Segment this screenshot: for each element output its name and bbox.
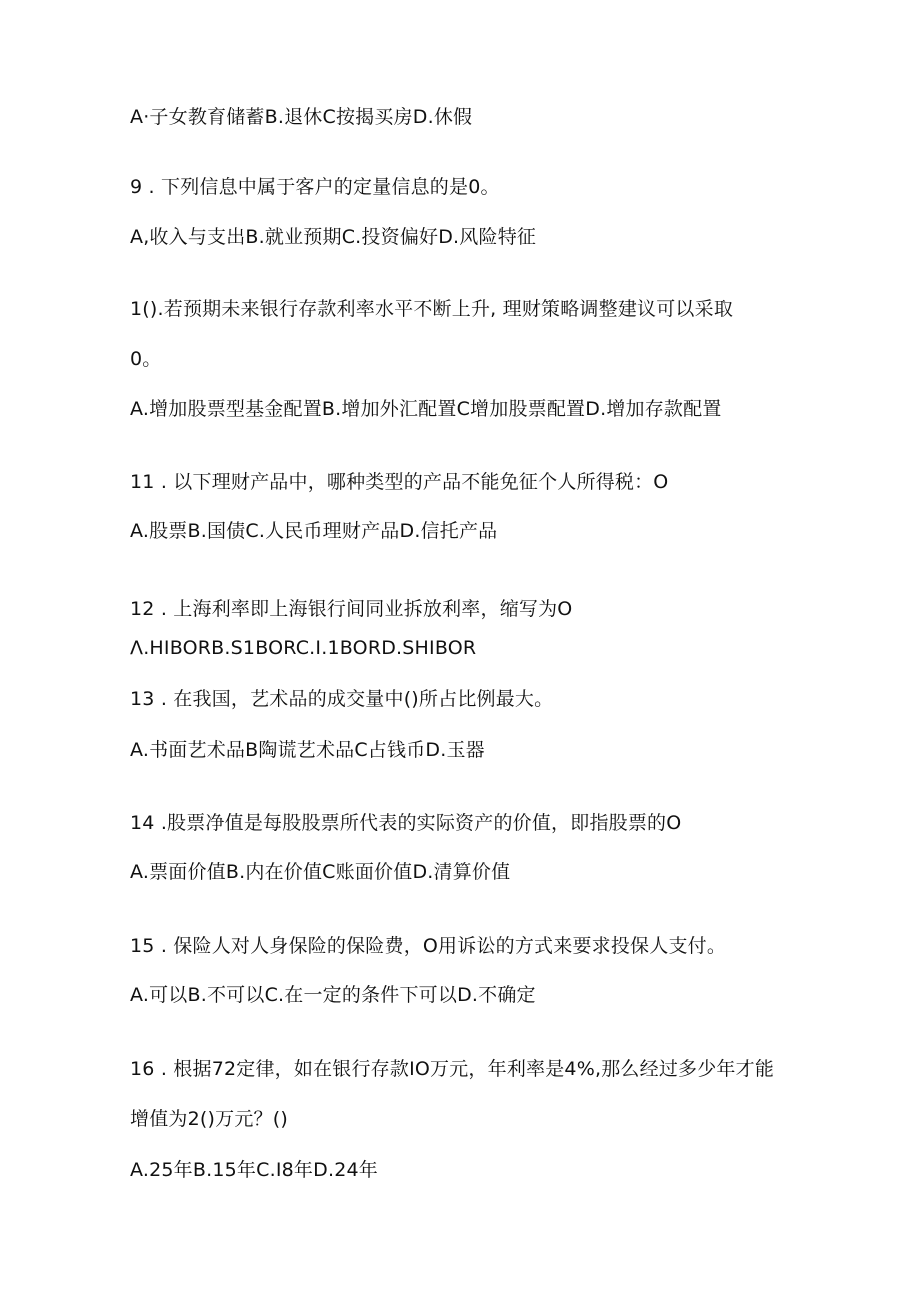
q10-question: 1().若预期未来银行存款利率水平不断上升, 理财策略调整建议可以采取 bbox=[130, 298, 734, 320]
q13-question: 13 . 在我国，艺术品的成交量中()所占比例最大。 bbox=[130, 688, 554, 710]
q14-question: 14 .股票净值是每股股票所代表的实际资产的价值，即指股票的O bbox=[130, 812, 682, 834]
q9-question: 9 . 下列信息中属于客户的定量信息的是0。 bbox=[130, 176, 500, 198]
q16-options: A.25年B.15年C.I8年D.24年 bbox=[130, 1159, 378, 1181]
q9-options: A,收入与支出B.就业预期C.投资偏好D.风险特征 bbox=[130, 226, 537, 248]
q12-question: 12 . 上海利率即上海银行间同业拆放利率，缩写为O bbox=[130, 598, 573, 620]
q16-question-continued: 增值为2()万元？() bbox=[130, 1108, 288, 1130]
q16-question: 16 . 根据72定律，如在银行存款IO万元，年利率是4%,那么经过多少年才能 bbox=[130, 1058, 775, 1080]
q8-options: A·子女教育储蓄B.退休C按揭买房D.休假 bbox=[130, 106, 473, 128]
q12-options: Λ.HIBORB.S1BORC.I.1BORD.SHIBOR bbox=[130, 637, 477, 659]
q15-question: 15 . 保险人对人身保险的保险费，O用诉讼的方式来要求投保人支付。 bbox=[130, 935, 727, 957]
q10-question-continued: 0。 bbox=[130, 348, 162, 370]
q14-options: A.票面价值B.内在价值C账面价值D.清算价值 bbox=[130, 861, 511, 883]
q11-options: A.股票B.国债C.人民币理财产品D.信托产品 bbox=[130, 520, 498, 542]
q13-options: A.书面艺术品B陶谎艺术品C占钱币D.玉器 bbox=[130, 739, 485, 761]
q10-options: A.增加股票型基金配置B.增加外汇配置C增加股票配置D.增加存款配置 bbox=[130, 398, 722, 420]
q15-options: A.可以B.不可以C.在一定的条件下可以D.不确定 bbox=[130, 984, 536, 1006]
q11-question: 11 . 以下理财产品中，哪种类型的产品不能免征个人所得税：O bbox=[130, 471, 669, 493]
